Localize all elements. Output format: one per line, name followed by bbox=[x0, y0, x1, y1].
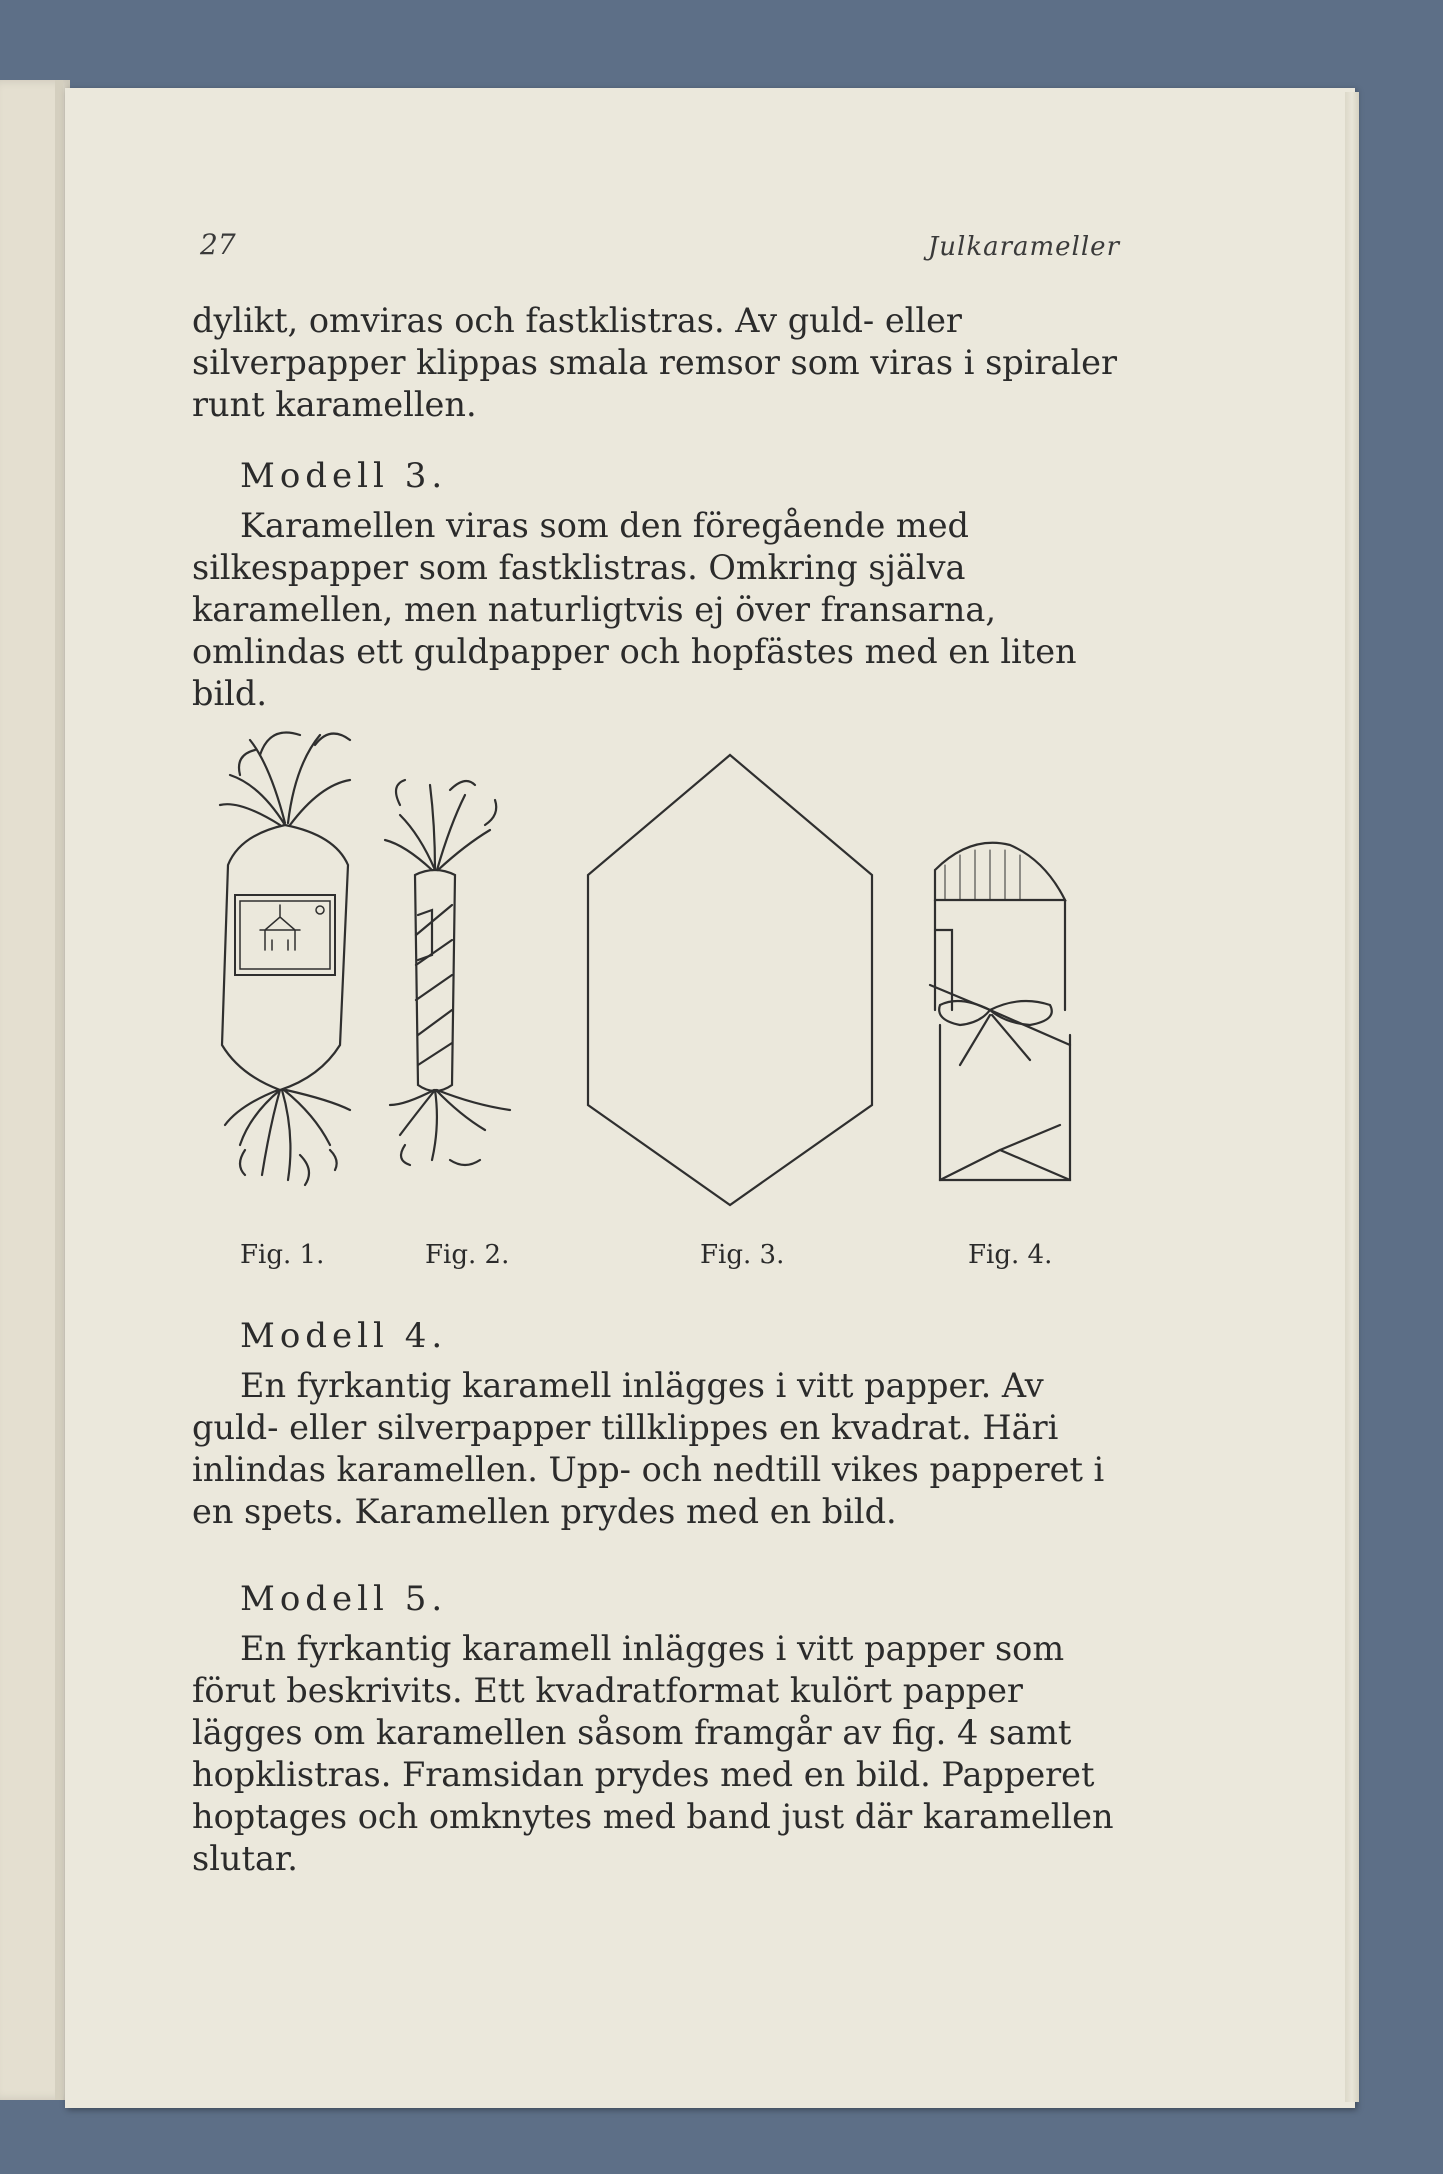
model3-text: Karamellen viras som den föregående med silkespapper som fastklistras. Omkring själva karamellen, men naturligtvis ej över fransarna, omlindas ett guldpapper och hopfästes med en liten bild. bbox=[192, 506, 1077, 713]
model3-section bbox=[192, 455, 1122, 715]
page-number: 27 bbox=[200, 228, 236, 261]
model5-text: En fyrkantig karamell inlägges i vitt papper som förut beskrivits. Ett kvadratformat kulört papper lägges om karamellen såsom framgår av fig. 4 samt hopklistras. Framsidan prydes med en bild. Papperet hoptages och omknytes med band just där karamellen slutar. bbox=[192, 1629, 1114, 1878]
model3-heading: Modell 3. bbox=[240, 456, 448, 496]
fig2-label: Fig. 2. bbox=[425, 1240, 510, 1270]
running-head bbox=[200, 228, 1120, 268]
model5-heading: Modell 5. bbox=[240, 1579, 448, 1619]
fig1-label: Fig. 1. bbox=[240, 1240, 325, 1270]
fig1-candy-picture bbox=[220, 733, 350, 1186]
model4-text: En fyrkantig karamell inlägges i vitt papper. Av guld- eller silverpapper tillklippes en kvadrat. Häri inlindas karamellen. Upp- och nedtill vikes papperet i en spets. Karamellen prydes med en bild. bbox=[192, 1366, 1105, 1531]
model4-heading: Modell 4. bbox=[240, 1316, 448, 1356]
fig3-hexagon-pattern bbox=[588, 755, 872, 1205]
left-page-fold bbox=[55, 80, 63, 2100]
model4-section bbox=[192, 1315, 1122, 1533]
model5-section bbox=[192, 1578, 1122, 1880]
figure-group bbox=[200, 705, 1120, 1270]
fig4-label: Fig. 4. bbox=[968, 1240, 1053, 1270]
running-title: Julkarameller bbox=[927, 232, 1120, 262]
illustrations bbox=[200, 705, 1120, 1245]
fig4-candy-ribbon bbox=[930, 843, 1070, 1180]
fig3-label: Fig. 3. bbox=[700, 1240, 785, 1270]
page-stack-edge bbox=[1345, 92, 1359, 2102]
fig2-candy-spiral bbox=[385, 780, 510, 1165]
intro-paragraph: dylikt, omviras och fastklistras. Av guld- eller silverpapper klippas smala remsor som viras i spiraler runt karamellen. bbox=[192, 301, 1117, 424]
